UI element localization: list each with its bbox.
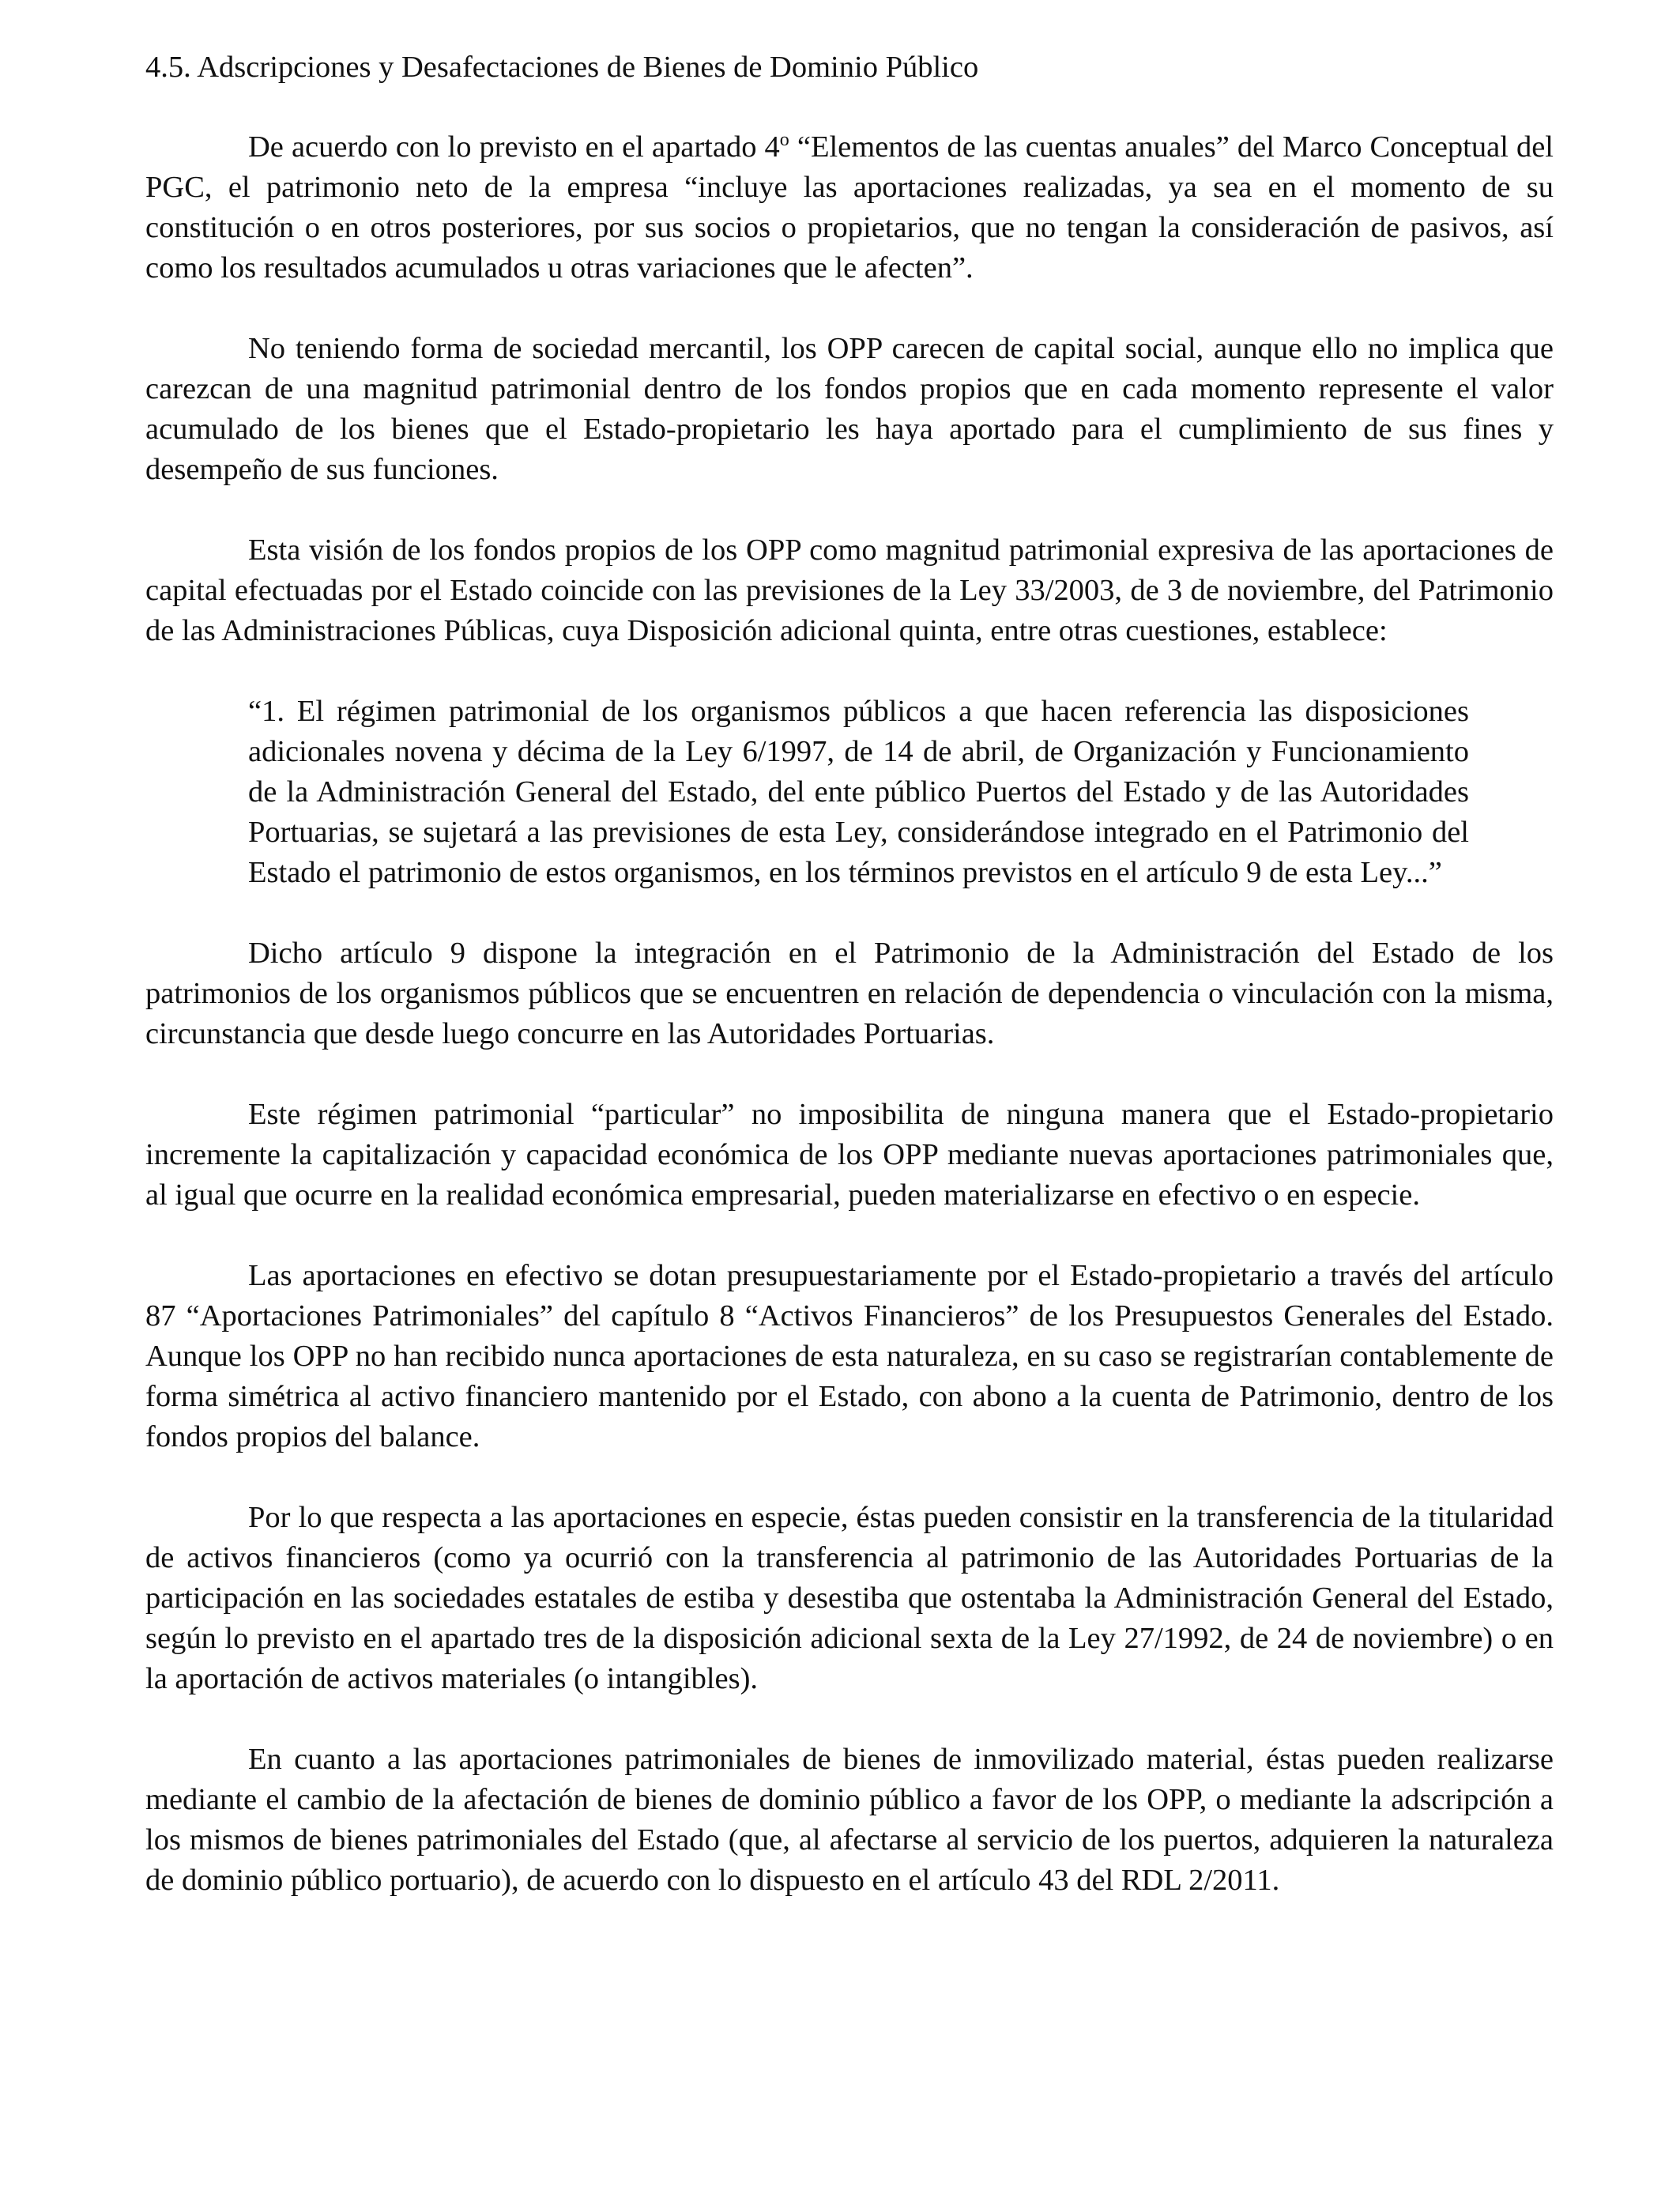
paragraph-3: Esta visión de los fondos propios de los OPP como magnitud patrimonial expresiva de las aportaciones de capital efectuadas por el Estado coincide con las previsiones de la Ley 33/2003, de 3 de noviembre, del Patrimonio de las Administraciones Públicas, cuya Disposición adicional quinta, entre otras cuestiones, establece: xyxy=(145,533,1554,647)
document-page xyxy=(145,47,1554,1941)
legal-quote: “1. El régimen patrimonial de los organismos públicos a que hacen referencia las disposiciones adicionales novena y décima de la Ley 6/1997, de 14 de abril, de Organización y Funcionamiento de la Administración General del Estado, del ente público Puertos del Estado y de las Autoridades Portuarias, se sujetará a las previsiones de esta Ley, considerándose integrado en el Patrimonio del Estado el patrimonio de estos organismos, en los términos previstos en el artículo 9 de esta Ley...” xyxy=(248,695,1469,889)
paragraph-1-rest: “Elementos de las cuentas anuales” del Marco Conceptual del PGC, el patrimonio neto de la empresa “incluye las aportaciones realizadas, ya sea en el momento de su constitución o en otros posteriores, por sus socios o propietarios, que no tengan la consideración de pasivos, así como los resultados acumulados u otras variaciones que le afecten”. xyxy=(145,130,1554,285)
paragraph-5: Este régimen patrimonial “particular” no imposibilita de ninguna manera que el Estado-propietario incremente la capitalización y capacidad económica de los OPP mediante nuevas aportaciones patrimoniales que, al igual que ocurre en la realidad económica empresarial, pueden materializarse en efectivo o en especie. xyxy=(145,1098,1554,1212)
section-heading: 4.5. Adscripciones y Desafectaciones de Bienes de Dominio Público xyxy=(145,51,979,84)
paragraph-4: Dicho artículo 9 dispone la integración en el Patrimonio de la Administración del Estado de los patrimonios de los organismos públicos que se encuentren en relación de dependencia o vinculación con la misma, circunstancia que desde luego concurre en las Autoridades Portuarias. xyxy=(145,937,1554,1050)
paragraph-1-start: De acuerdo con lo previsto en el apartado 4 xyxy=(248,130,780,164)
paragraph-8: En cuanto a las aportaciones patrimoniales de bienes de inmovilizado material, éstas pueden realizarse mediante el cambio de la afectación de bienes de dominio público a favor de los OPP, o mediante la adscripción a los mismos de bienes patrimoniales del Estado (que, al afectarse al servicio de los puertos, adquieren la naturaleza de dominio público portuario), de acuerdo con lo dispuesto en el artículo 43 del RDL 2/2011. xyxy=(145,1743,1554,1897)
paragraph-1 xyxy=(145,127,1554,288)
ordinal-superscript: o xyxy=(779,130,789,151)
paragraph-2: No teniendo forma de sociedad mercantil, los OPP carecen de capital social, aunque ello no implica que carezcan de una magnitud patrimonial dentro de los fondos propios que en cada momento represente el valor acumulado de los bienes que el Estado-propietario les haya aportado para el cumplimiento de sus fines y desempeño de sus funciones. xyxy=(145,332,1554,486)
paragraph-7: Por lo que respecta a las aportaciones en especie, éstas pueden consistir en la transferencia de la titularidad de activos financieros (como ya ocurrió con la transferencia al patrimonio de las Autoridades Portuarias de la participación en las sociedades estatales de estiba y desestiba que ostentaba la Administración General del Estado, según lo previsto en el apartado tres de la disposición adicional sexta de la Ley 27/1992, de 24 de noviembre) o en la aportación de activos materiales (o intangibles). xyxy=(145,1501,1554,1695)
paragraph-6: Las aportaciones en efectivo se dotan presupuestariamente por el Estado-propietario a través del artículo 87 “Aportaciones Patrimoniales” del capítulo 8 “Activos Financieros” de los Presupuestos Generales del Estado. Aunque los OPP no han recibido nunca aportaciones de esta naturaleza, en su caso se registrarían contablemente de forma simétrica al activo financiero mantenido por el Estado, con abono a la cuenta de Patrimonio, dentro de los fondos propios del balance. xyxy=(145,1259,1554,1453)
